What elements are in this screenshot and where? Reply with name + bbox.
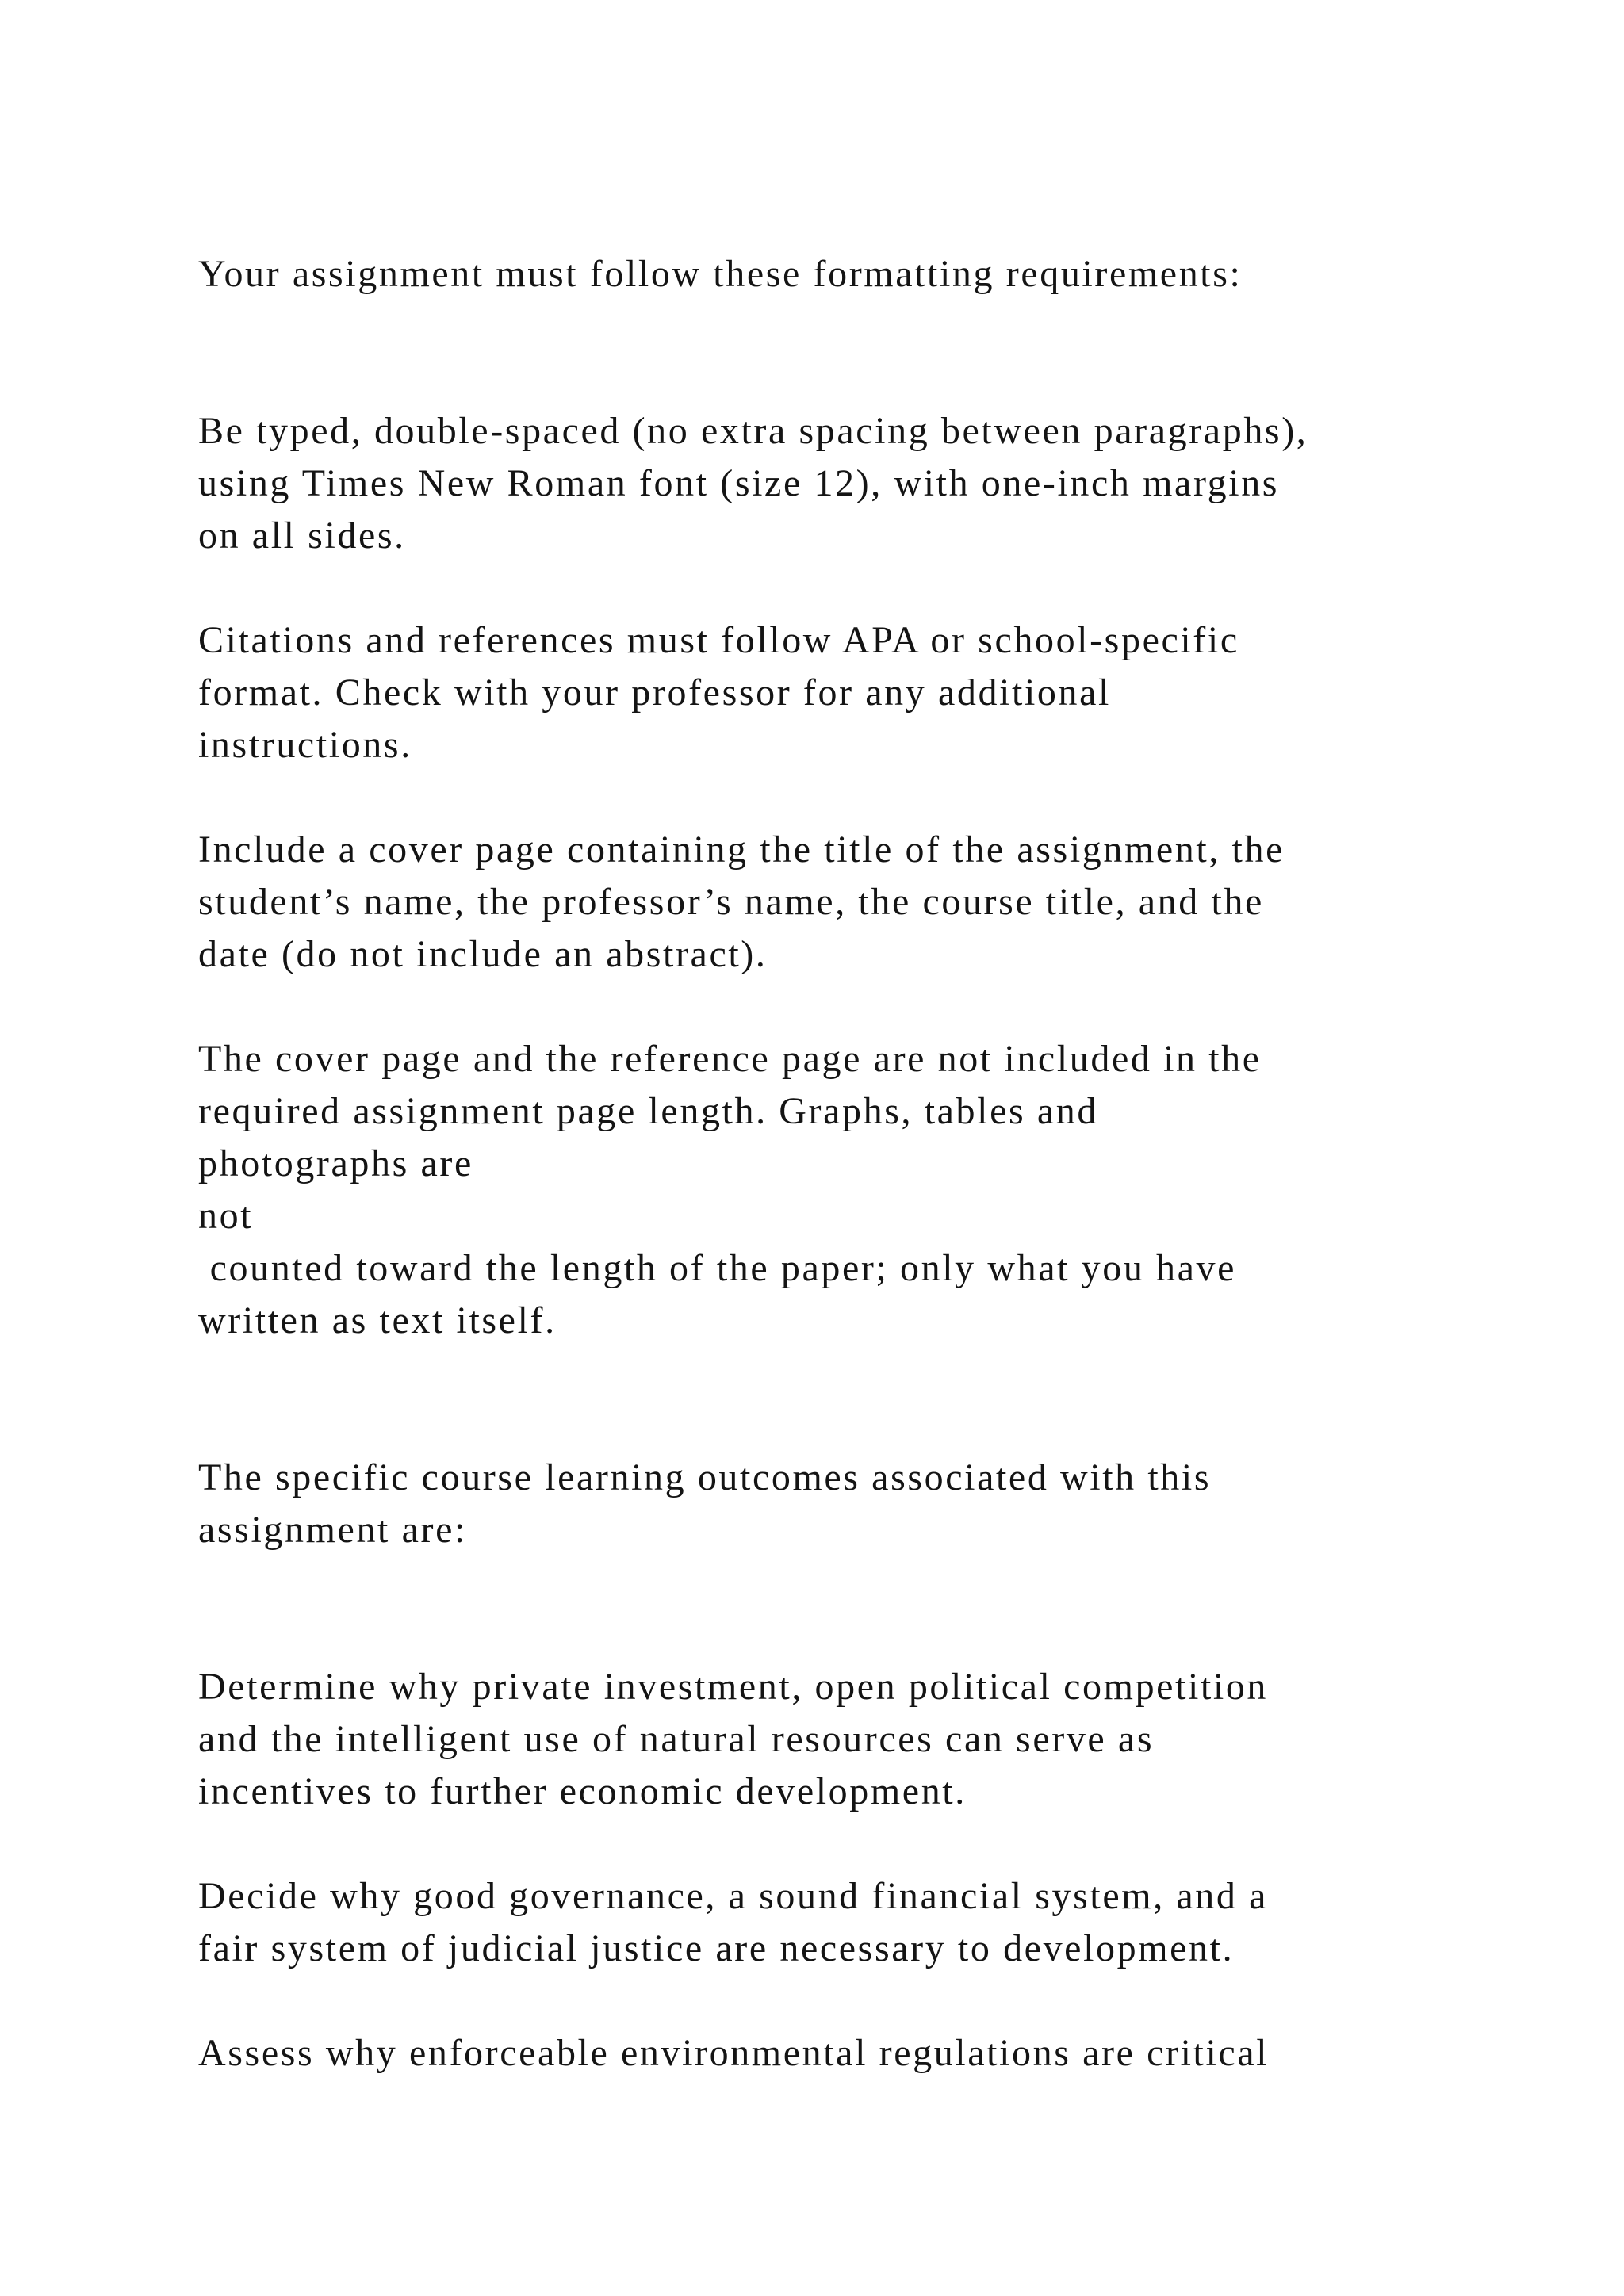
text-line: Citations and references must follow APA or school-specific xyxy=(198,619,1239,661)
text-line: counted toward the length of the paper; only what you have xyxy=(198,1247,1237,1289)
text-line: using Times New Roman font (size 12), with one-inch margins xyxy=(198,462,1280,504)
text-line: Be typed, double-spaced (no extra spacing between paragraphs), xyxy=(198,410,1308,452)
outcome-line: incentives to further economic development. xyxy=(198,1770,967,1812)
outcome-line: Determine why private investment, open political competition xyxy=(198,1666,1269,1708)
text-line: written as text itself. xyxy=(198,1299,557,1341)
outcome-line: Assess why enforceable environmental regulations are critical xyxy=(198,2032,1270,2074)
outcome-line: fair system of judicial justice are necessary to development. xyxy=(198,1927,1235,1969)
formatting-heading: Your assignment must follow these formatting requirements: xyxy=(198,253,1243,295)
text-line: The cover page and the reference page are not included in the xyxy=(198,1038,1262,1080)
text-line: not xyxy=(198,1195,254,1237)
text-line: photographs are xyxy=(198,1142,473,1184)
text-line: date (do not include an abstract). xyxy=(198,933,768,975)
text-line: instructions. xyxy=(198,724,412,766)
text-line: required assignment page length. Graphs, tables and xyxy=(198,1090,1098,1132)
outcome-line: and the intelligent use of natural resources can serve as xyxy=(198,1718,1155,1760)
text-line: format. Check with your professor for any additional xyxy=(198,672,1111,714)
text-line: on all sides. xyxy=(198,515,406,557)
text-line: student’s name, the professor’s name, the course title, and the xyxy=(198,881,1264,923)
text-line: Include a cover page containing the title of the assignment, the xyxy=(198,828,1285,871)
outcomes-heading: assignment are: xyxy=(198,1509,467,1551)
outcome-line: Decide why good governance, a sound financial system, and a xyxy=(198,1875,1269,1917)
outcomes-heading: The specific course learning outcomes associated with this xyxy=(198,1456,1212,1498)
